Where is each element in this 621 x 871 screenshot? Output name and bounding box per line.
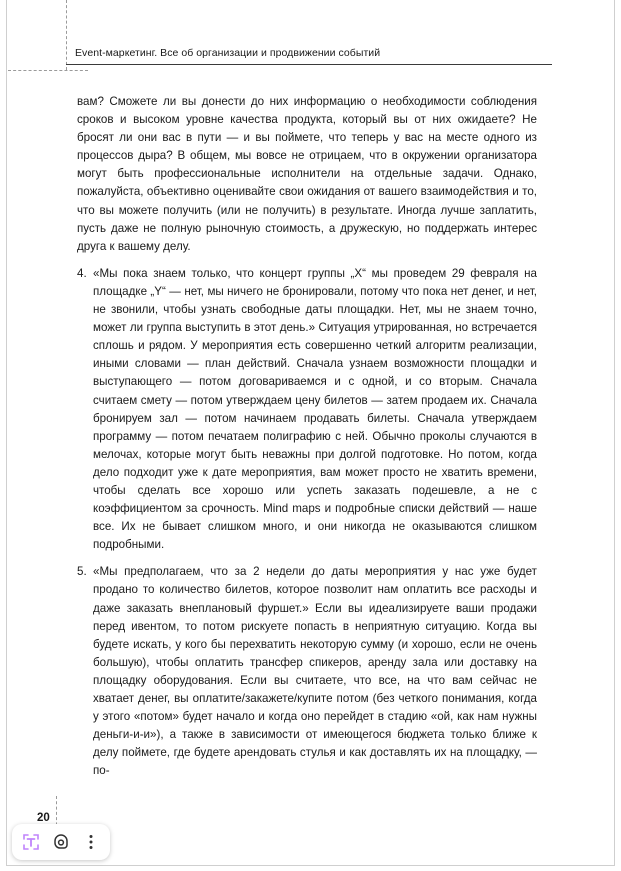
text-select-button[interactable] bbox=[18, 829, 44, 855]
list-item-number: 4. bbox=[77, 266, 87, 280]
list-item-text: «Мы пока знаем только, что концерт группы „X“ мы проведем 29 февраля на площадке „Y“ — нет, мы ничего не бронировали, потому что пока нет денег, и нет, не звонили, чтобы узнать свободные даты площадки. Нет, мы не знаем точно, может ли группа выступить в этот день.» Ситуация утрированная, но встречается сплошь и рядом. У мероприятия есть совершенно четкий алгоритм реализации, иными словами — план действий. Сначала узнаем возможности площадки и выступающего — потом договариваемся и с одной, и со вторым. Сначала считаем смету — потом утверждаем цену билетов — затем продаем их. Сначала бронируем зал — потом начинаем продавать билеты. Сначала утверждаем программу — потом печатаем полиграфию с ней. Обычно проколы случаются в мелочах, которые могут быть неважны при долгой подготовке. Но потом, когда дело подходит уже к дате мероприятия, вам может просто не хватить времени, чтобы сделать все хорошо или успеть заказать подешевле, а не с коэффициентом за срочность. Mind maps и подробные списки действий — наше все. Их не бывает слишком много, и они никогда не оказываются слишком подробными. bbox=[93, 266, 537, 552]
running-header: Event-маркетинг. Все об организации и продвижении событий bbox=[75, 47, 381, 59]
text-select-icon bbox=[22, 833, 40, 851]
more-vertical-icon bbox=[82, 833, 100, 851]
list-item-4 bbox=[77, 265, 537, 555]
crop-mark-vertical bbox=[66, 0, 67, 70]
floating-toolbar bbox=[12, 824, 110, 860]
crop-mark-horizontal bbox=[8, 70, 88, 71]
more-options-button[interactable] bbox=[78, 829, 104, 855]
lens-button[interactable] bbox=[48, 829, 74, 855]
list-item-number: 5. bbox=[77, 565, 87, 579]
list-item-text: «Мы предполагаем, что за 2 недели до даты мероприятия у нас уже будет продано то количество билетов, которое позволит нам оплатить все расходы и даже заказать внеплановый фуршет.» Если вы идеализируете ваши продажи перед ивентом, то потом рискуете попасть в неприятную ситуацию. Когда вы будете искать, у кого бы перехватить некоторую сумму (и хорошо, если не очень большую), чтобы оплатить трансфер спикеров, аренду зала или доставку на площадку оборудования. Если вы считаете, что все, на что вам сейчас не хватает денег, вы оплатите/закажете/купите потом (без четкого понимания, когда у этого «потом» будет начало и когда оно перейдет в стадию «ой, как нам нужны деньги-и-и»), а также в зависимости от имеющегося бюджета только ближе к делу поймете, где будете арендовать стулья и как доставлять их на площадку, — по- bbox=[93, 565, 537, 778]
lens-search-icon bbox=[52, 833, 70, 851]
list-item-5 bbox=[77, 563, 537, 780]
page-body bbox=[77, 93, 537, 780]
intro-paragraph: вам? Сможете ли вы донести до них информацию о необходимости соблюдения сроков и высоком уровне качества продукта, который вы от них ожидаете? Не бросят ли они вас в пути — и вы поймете, что теперь у вас на месте одного из процессов дыра? В общем, мы вовсе не отрицаем, что в окружении организатора могут быть профессиональные исполнители на отдельные задачи. Однако, пожалуйста, объективно оценивайте свои ожидания от вашего взаимодействия и то, что вы можете получить (или не получить) в результате. Иногда лучше заплатить, пусть даже не полную рыночную стоимость, а дружескую, но поддержать интерес друга к вашему делу. bbox=[77, 95, 537, 253]
header-rule bbox=[66, 64, 552, 65]
page-number: 20 bbox=[37, 812, 50, 824]
